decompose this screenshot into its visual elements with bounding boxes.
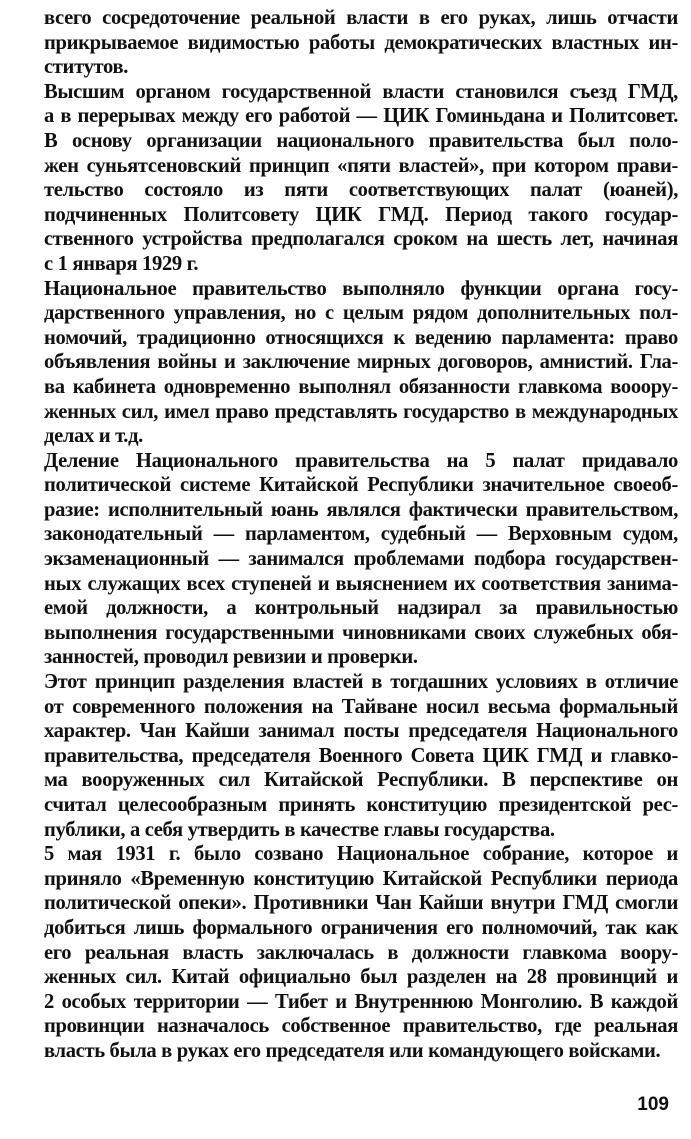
- paragraph-3: [44, 129, 678, 277]
- text-line: политической системе Китайской Республики значительное своеоб-: [44, 474, 678, 497]
- text-line: выполнения государственными чиновниками своих служебных обя-: [44, 621, 678, 644]
- text-line: Национальное правительство выполняло функции органа госу-: [44, 277, 678, 300]
- text-line: от современного положения на Тайване носил весьма формальный: [44, 695, 678, 718]
- page-number: 109: [637, 1094, 669, 1115]
- text-line: законодательный — парламентом, судебный — Верховным судом,: [44, 523, 678, 546]
- text-line: женных сил, имел право представлять государство в международных: [44, 400, 678, 423]
- text-line: экзаменационный — занимался проблемами подбора государствен-: [44, 548, 678, 571]
- text-line: приняло «Временную конституцию Китайской Республики периода: [44, 867, 678, 890]
- text-line: а в перерывах между его работой — ЦИК Гоминьдана и Политсовет.: [44, 105, 678, 128]
- text-line: политической опеки». Противники Чан Кайши внутри ГМД смогли: [44, 892, 678, 915]
- text-line: характер. Чан Кайши занимал посты председателя Национального: [44, 720, 678, 743]
- text-line: прикрываемое видимостью работы демократических властных ин-: [44, 31, 678, 54]
- text-line: женных сил. Китай официально был разделен на 28 провинций и: [44, 966, 678, 989]
- text-line: ма вооруженных сил Китайской Республики. В перспективе он: [44, 769, 678, 792]
- text-line: занностей, проводил ревизии и проверки.: [44, 646, 418, 669]
- paragraph-5: [44, 449, 678, 670]
- text-line: его реальная власть заключалась в должности главкома воору-: [44, 941, 678, 964]
- text-line: жен суньятсеновский принцип «пяти властей», при котором прави-: [44, 154, 678, 177]
- text-line: номочий, традиционно относящихся к ведению парламента: право: [44, 326, 678, 349]
- text-line: Высшим органом государственной власти становился съезд ГМД,: [44, 80, 678, 103]
- paragraph-4: [44, 277, 678, 449]
- document-body: [44, 6, 678, 1064]
- text-line: власть была в руках его председателя или командующего войсками.: [44, 1039, 661, 1062]
- text-line: ственного устройства предполагался сроком на шесть лет, начиная: [44, 228, 678, 251]
- text-line: В основу организации национального правительства был поло-: [44, 129, 678, 152]
- text-line: считал целесообразным принять конституцию президентской рес-: [44, 794, 678, 816]
- text-line: 2 особых территории — Тибет и Внутреннюю Монголию. В каждой: [44, 990, 678, 1013]
- text-line: ва кабинета одновременно выполнял обязанности главкома вооору-: [44, 375, 678, 398]
- text-line: добиться лишь формального ограничения его полномочий, так как: [44, 916, 678, 939]
- paragraph-1: [44, 6, 678, 80]
- paragraph-2: [44, 80, 678, 129]
- text-line: делах и т.д.: [44, 425, 143, 448]
- text-line: тельство состояло из пяти соответствующих палат (юаней),: [44, 179, 678, 202]
- paragraph-7: [44, 842, 678, 1063]
- text-line: дарственного управления, но с целым рядом дополнительных пол-: [44, 302, 678, 325]
- text-line: емой должности, а контрольный надзирал за правильностью: [44, 597, 678, 620]
- paragraph-6: [44, 670, 678, 842]
- text-line: провинции назначалось собственное правительство, где реальная: [44, 1015, 678, 1038]
- text-line: ститутов.: [44, 56, 129, 79]
- text-line: Этот принцип разделения властей в тогдашних условиях в отличие: [44, 671, 678, 694]
- text-line: всего сосредоточение реальной власти в его руках, лишь отчасти: [44, 7, 678, 29]
- text-line: ных служащих всех ступеней и выяснением их соответствия занима-: [44, 572, 678, 595]
- text-line: правительства, председателя Военного Совета ЦИК ГМД и главко-: [44, 744, 678, 767]
- text-line: объявления войны и заключение мирных договоров, амнистий. Гла-: [44, 351, 678, 374]
- text-line: публики, а себя утвердить в качестве главы государства.: [44, 818, 555, 841]
- text-line: с 1 января 1929 г.: [44, 252, 199, 275]
- text-line: Деление Национального правительства на 5 палат придавало: [44, 449, 678, 472]
- text-line: подчиненных Политсовету ЦИК ГМД. Период такого государ-: [44, 203, 678, 226]
- text-line: 5 мая 1931 г. было созвано Национальное собрание, которое и: [44, 843, 678, 866]
- text-line: разие: исполнительный юань являлся фактически правительством,: [44, 498, 678, 521]
